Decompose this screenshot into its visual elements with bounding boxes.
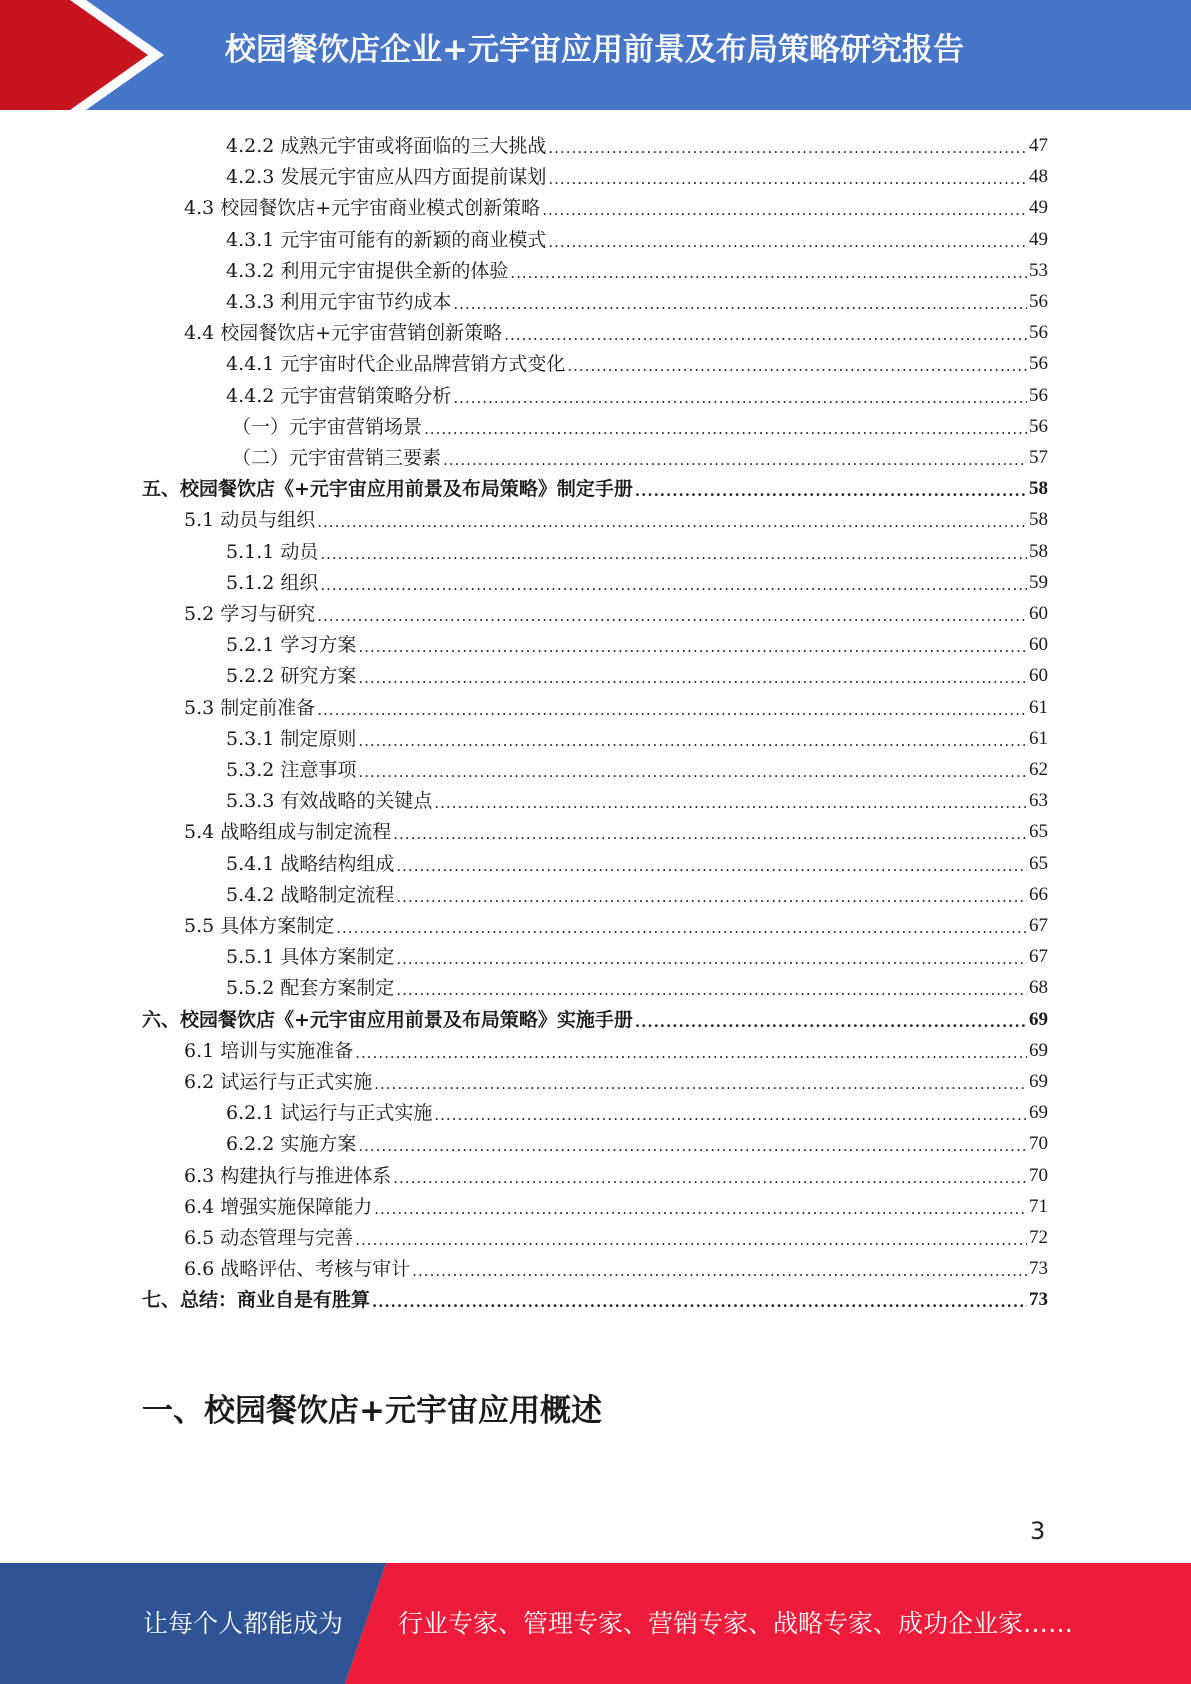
toc-entry[interactable] — [184, 1157, 1048, 1188]
toc-dot-leader — [453, 388, 1027, 408]
toc-entry-page: 56 — [1029, 353, 1048, 375]
toc-dot-leader — [396, 887, 1027, 907]
toc-dot-leader — [396, 980, 1027, 1000]
toc-dot-leader — [548, 169, 1027, 189]
toc-entry-label: 五、校园餐饮店《+元宇宙应用前景及布局策略》制定手册 — [142, 478, 633, 501]
toc-entry[interactable] — [232, 439, 1048, 470]
toc-entry[interactable] — [184, 1250, 1048, 1281]
toc-dot-leader — [355, 1043, 1027, 1063]
toc-entry-page: 70 — [1029, 1133, 1048, 1155]
toc-entry[interactable] — [226, 1125, 1048, 1156]
toc-entry-page: 69 — [1029, 1039, 1048, 1061]
toc-entry[interactable] — [184, 1032, 1048, 1063]
toc-dot-leader — [504, 325, 1027, 345]
page-header — [0, 0, 1191, 110]
toc-entry-page: 72 — [1029, 1227, 1048, 1248]
toc-entry[interactable] — [226, 969, 1048, 1000]
toc-entry-label: （一）元宇宙营销场景 — [232, 415, 423, 438]
toc-entry-page: 58 — [1029, 509, 1048, 531]
toc-dot-leader — [336, 918, 1027, 938]
toc-entry-label: 6.4 增强实施保障能力 — [184, 1195, 373, 1218]
toc-entry-page: 53 — [1029, 259, 1048, 281]
toc-dot-leader — [412, 1261, 1027, 1281]
toc-entry-label: 5.1 动员与组织 — [184, 509, 316, 532]
toc-dot-leader — [393, 1168, 1027, 1188]
toc-entry-label: 4.4.2 元宇宙营销策略分析 — [226, 384, 452, 407]
toc-entry-page: 60 — [1029, 665, 1048, 687]
toc-entry-page: 70 — [1029, 1164, 1048, 1186]
toc-entry[interactable] — [226, 533, 1048, 564]
toc-entry-label: 4.2.2 成熟元宇宙或将面临的三大挑战 — [226, 135, 547, 157]
toc-entry-label: 6.1 培训与实施准备 — [184, 1039, 354, 1062]
toc-dot-leader — [567, 356, 1027, 376]
toc-entry[interactable] — [184, 1219, 1048, 1250]
toc-entry-label: 5.3.1 制定原则 — [226, 727, 357, 750]
toc-entry-label: 七、总结：商业自是有胜算 — [142, 1289, 371, 1312]
toc-entry-page: 61 — [1029, 696, 1048, 718]
toc-entry-page: 58 — [1029, 540, 1048, 562]
toc-entry[interactable] — [142, 1001, 1048, 1032]
toc-entry[interactable] — [226, 221, 1048, 252]
toc-entry-page: 59 — [1029, 571, 1048, 593]
toc-dot-leader — [635, 481, 1027, 501]
header-red-chevron — [0, 0, 148, 110]
toc-entry-label: 5.5 具体方案制定 — [184, 915, 335, 937]
toc-entry-page: 63 — [1029, 790, 1048, 812]
page-number: 3 — [1030, 1517, 1046, 1545]
toc-entry-label: 5.3 制定前准备 — [184, 696, 316, 719]
toc-entry-label: 4.3.2 利用元宇宙提供全新的体验 — [226, 259, 509, 282]
toc-entry[interactable] — [226, 845, 1048, 876]
toc-entry-label: 5.2 学习与研究 — [184, 603, 316, 625]
toc-entry-page: 73 — [1029, 1258, 1048, 1280]
toc-entry[interactable] — [142, 470, 1048, 501]
toc-entry-label: 5.1.1 动员 — [226, 540, 319, 563]
toc-entry-label: 6.5 动态管理与完善 — [184, 1227, 354, 1249]
toc-entry-label: 5.5.2 配套方案制定 — [226, 977, 395, 1000]
toc-entry-label: 5.5.1 具体方案制定 — [226, 946, 395, 969]
toc-dot-leader — [396, 856, 1027, 876]
toc-entry-label: 5.3.3 有效战略的关键点 — [226, 790, 433, 813]
toc-entry-label: 4.3.1 元宇宙可能有的新颖的商业模式 — [226, 228, 547, 251]
toc-entry[interactable] — [226, 158, 1048, 189]
toc-entry[interactable] — [226, 657, 1048, 688]
toc-entry-label: （二）元宇宙营销三要素 — [232, 447, 442, 469]
toc-entry-page: 65 — [1029, 852, 1048, 874]
toc-entry-page: 56 — [1029, 291, 1048, 312]
toc-entry-page: 48 — [1029, 166, 1048, 188]
toc-entry[interactable] — [184, 689, 1048, 720]
toc-entry[interactable] — [226, 938, 1048, 969]
toc-dot-leader — [396, 949, 1027, 969]
footer-slogan-left: 让每个人都能成为 — [143, 1609, 344, 1638]
toc-entry-page: 66 — [1029, 883, 1048, 905]
toc-entry-page: 67 — [1029, 946, 1048, 968]
toc-entry[interactable] — [226, 564, 1048, 595]
toc-entry[interactable] — [184, 501, 1048, 532]
toc-dot-leader — [358, 762, 1027, 782]
toc-entry-label: 5.2.2 研究方案 — [226, 665, 357, 688]
toc-dot-leader — [320, 575, 1027, 595]
toc-dot-leader — [548, 138, 1027, 158]
toc-dot-leader — [317, 606, 1027, 626]
toc-dot-leader — [548, 232, 1027, 252]
toc-entry-label: 6.6 战略评估、考核与审计 — [184, 1258, 411, 1281]
toc-dot-leader — [358, 668, 1027, 688]
toc-entry[interactable] — [226, 283, 1048, 314]
toc-entry-page: 69 — [1029, 1071, 1048, 1092]
footer-slogan-right: 行业专家、管理专家、营销专家、战略专家、成功企业家…… — [398, 1609, 1074, 1638]
toc-entry[interactable] — [226, 626, 1048, 657]
toc-entry[interactable] — [142, 1281, 1048, 1312]
toc-dot-leader — [424, 419, 1027, 439]
toc-entry-label: 6.2 试运行与正式实施 — [184, 1071, 373, 1093]
toc-entry-label: 5.1.2 组织 — [226, 571, 319, 594]
toc-entry-page: 60 — [1029, 603, 1048, 624]
toc-dot-leader — [434, 1105, 1027, 1125]
toc-entry-page: 65 — [1029, 821, 1048, 843]
toc-entry-page: 69 — [1029, 1102, 1048, 1124]
toc-entry-label: 六、校园餐饮店《+元宇宙应用前景及布局策略》实施手册 — [142, 1008, 633, 1031]
toc-entry-page: 61 — [1029, 727, 1048, 749]
toc-dot-leader — [358, 637, 1027, 657]
toc-entry-page: 73 — [1029, 1289, 1048, 1311]
toc-entry[interactable] — [184, 813, 1048, 844]
toc-entry-page: 56 — [1029, 415, 1048, 437]
toc-entry[interactable] — [226, 127, 1048, 158]
toc-dot-leader — [317, 700, 1027, 720]
toc-entry-label: 4.4.1 元宇宙时代企业品牌营销方式变化 — [226, 353, 566, 376]
toc-entry-page: 67 — [1029, 915, 1048, 936]
toc-entry-page: 58 — [1029, 478, 1048, 500]
toc-dot-leader — [434, 793, 1027, 813]
toc-dot-leader — [393, 824, 1027, 844]
toc-dot-leader — [374, 1074, 1027, 1094]
toc-entry[interactable] — [184, 907, 1048, 938]
toc-dot-leader — [510, 263, 1027, 283]
toc-entry-page: 47 — [1029, 135, 1048, 156]
toc-dot-leader — [317, 512, 1027, 532]
toc-entry[interactable] — [184, 1063, 1048, 1094]
toc-entry-label: 6.2.2 实施方案 — [226, 1133, 357, 1156]
toc-entry[interactable] — [184, 314, 1048, 345]
toc-dot-leader — [355, 1230, 1027, 1250]
toc-dot-leader — [453, 294, 1027, 314]
toc-entry-page: 56 — [1029, 322, 1048, 344]
toc-entry-page: 62 — [1029, 759, 1048, 780]
toc-entry[interactable] — [226, 782, 1048, 813]
toc-entry-label: 6.2.1 试运行与正式实施 — [226, 1102, 433, 1125]
toc-entry-label: 5.4.1 战略结构组成 — [226, 852, 395, 875]
toc-entry-label: 5.3.2 注意事项 — [226, 759, 357, 781]
toc-dot-leader — [358, 1136, 1027, 1156]
toc-entry[interactable] — [226, 876, 1048, 907]
toc-entry-label: 5.4 战略组成与制定流程 — [184, 821, 392, 844]
toc-entry-page: 71 — [1029, 1195, 1048, 1217]
toc-entry-label: 4.4 校园餐饮店+元宇宙营销创新策略 — [184, 322, 503, 345]
page-footer — [0, 1563, 1191, 1684]
toc-entry[interactable] — [232, 408, 1048, 439]
toc-dot-leader — [635, 1012, 1027, 1032]
toc-dot-leader — [374, 1199, 1027, 1219]
toc-entry-label: 4.3 校园餐饮店+元宇宙商业模式创新策略 — [184, 197, 541, 220]
header-title: 校园餐饮店企业+元宇宙应用前景及布局策略研究报告 — [225, 32, 964, 68]
toc-entry[interactable] — [226, 345, 1048, 376]
toc-entry[interactable] — [226, 720, 1048, 751]
toc-entry[interactable] — [184, 1188, 1048, 1219]
toc-dot-leader — [443, 450, 1027, 470]
toc-entry[interactable] — [226, 377, 1048, 408]
toc-entry[interactable] — [226, 252, 1048, 283]
toc-entry-page: 49 — [1029, 197, 1048, 219]
toc-entry-label: 5.2.1 学习方案 — [226, 634, 357, 657]
section-heading: 一、校园餐饮店+元宇宙应用概述 — [142, 1393, 602, 1429]
toc-entry-label: 4.3.3 利用元宇宙节约成本 — [226, 291, 452, 313]
toc-entry-page: 56 — [1029, 384, 1048, 406]
toc-entry[interactable] — [226, 1094, 1048, 1125]
toc-entry-page: 68 — [1029, 977, 1048, 999]
toc-entry-label: 4.2.3 发展元宇宙应从四方面提前谋划 — [226, 166, 547, 189]
toc-entry-page: 57 — [1029, 447, 1048, 468]
toc-entry-page: 49 — [1029, 228, 1048, 250]
toc-dot-leader — [358, 731, 1027, 751]
toc-entry[interactable] — [226, 751, 1048, 782]
toc-entry[interactable] — [184, 189, 1048, 220]
toc-entry[interactable] — [184, 595, 1048, 626]
toc-entry-page: 69 — [1029, 1008, 1048, 1030]
toc-entry-label: 6.3 构建执行与推进体系 — [184, 1164, 392, 1187]
toc-entry-label: 5.4.2 战略制定流程 — [226, 883, 395, 906]
toc-dot-leader — [542, 200, 1027, 220]
toc-dot-leader — [372, 1292, 1027, 1312]
toc-entry-page: 60 — [1029, 634, 1048, 656]
toc-dot-leader — [320, 544, 1027, 564]
